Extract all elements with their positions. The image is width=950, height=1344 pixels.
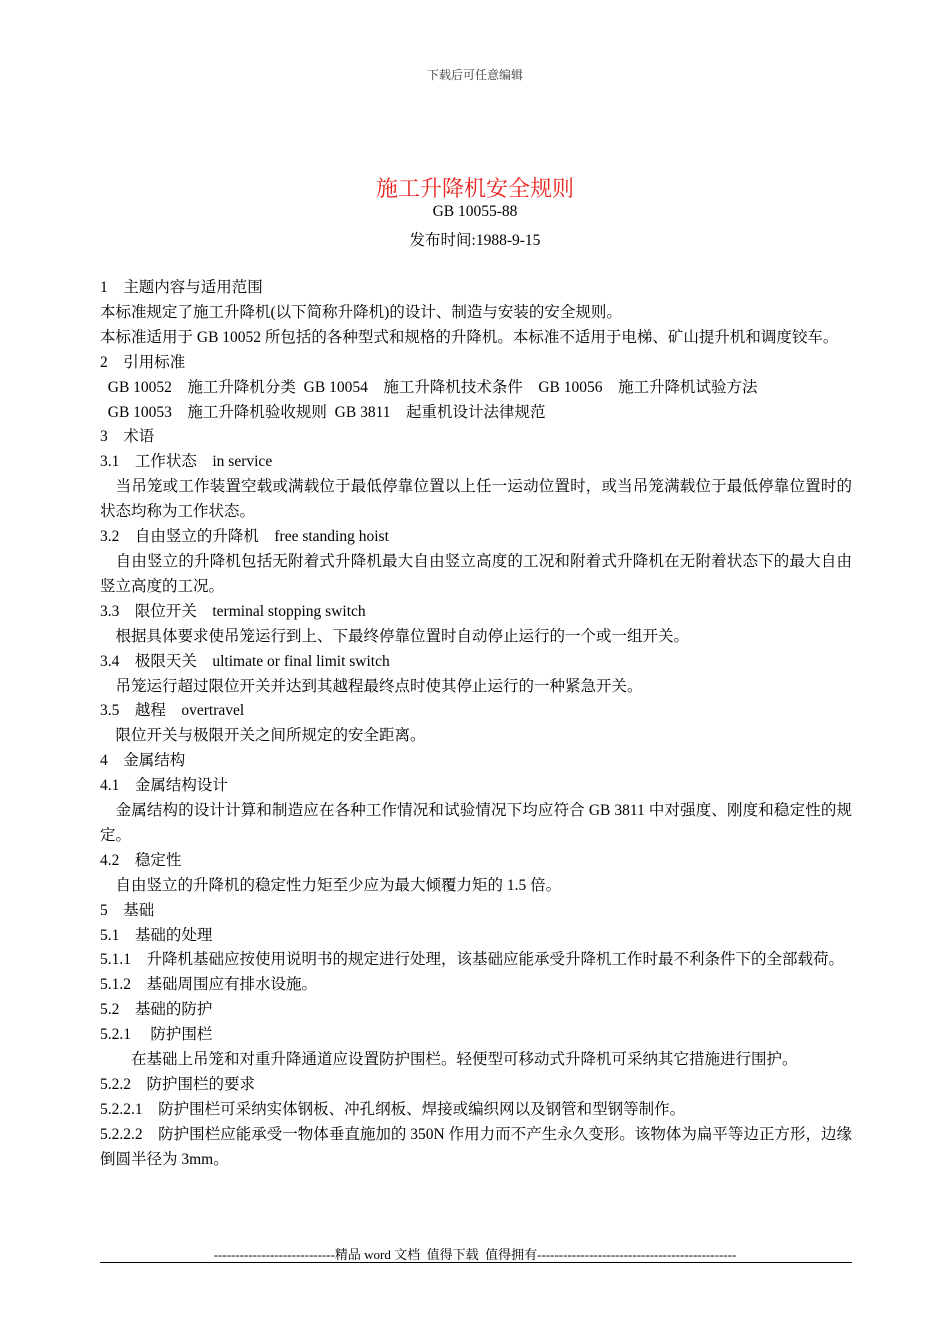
- section-heading: 2 引用标准: [100, 353, 186, 371]
- reference-line: GB 10053 施工升降机验收规则 GB 3811 起重机设计法律规范: [100, 403, 546, 421]
- section-heading: 1 主题内容与适用范围: [100, 279, 263, 296]
- subsection-heading: 3.5 越程 overtravel: [100, 702, 245, 720]
- document-body: [100, 276, 852, 1173]
- publish-date: 发布时间:1988-9-15: [409, 232, 541, 249]
- subsection-heading: 5.2 基础的防护: [100, 1001, 213, 1019]
- subsection-heading: 5.1 基础的处理: [100, 926, 213, 944]
- paragraph: 金属结构的设计计算和制造应在各种工作情况和试验情况下均应符合 GB 3811 中对强度、刚度和稳定性的规定。: [100, 802, 852, 844]
- paragraph: 本标准适用于 GB 10052 所包括的各种型式和规格的升降机。本标准不适用于电梯、矿山提升机和调度铰车。: [100, 328, 839, 346]
- standard-number: GB 10055-88: [432, 203, 518, 220]
- paragraph: 在基础上吊笼和对重升降通道应设置防护围栏。轻便型可移动式升降机可采纳其它措施进行围护。: [100, 1051, 798, 1069]
- subsection-heading: 3.3 限位开关 terminal stopping switch: [100, 602, 366, 620]
- footer-banner: ----------------------------精品 word 文档 值得下载 值得拥有----------------------------------------------: [213, 1247, 737, 1262]
- section-heading: 5 基础: [100, 901, 155, 919]
- reference-line: GB 10052 施工升降机分类 GB 10054 施工升降机技术条件 GB 10056 施工升降机试验方法: [100, 378, 758, 396]
- subsection-heading: 4.1 金属结构设计: [100, 777, 228, 795]
- paragraph: 本标准规定了施工升降机(以下简称升降机)的设计、制造与安装的安全规则。: [100, 303, 622, 321]
- paragraph: 5.2.2.1 防护围栏可采纳实体钢板、冲孔纲板、焊接或编织网以及钢管和型钢等制作。: [100, 1100, 686, 1118]
- section-heading: 4 金属结构: [100, 752, 186, 770]
- header-note: 下载后可任意编辑: [426, 68, 523, 82]
- subsection-heading: 3.4 极限天关 ultimate or final limit switch: [100, 652, 390, 670]
- document-title: 施工升降机安全规则: [375, 176, 574, 201]
- section-heading: 3 术语: [100, 428, 155, 446]
- paragraph: 根据具体要求使吊笼运行到上、下最终停靠位置时自动停止运行的一个或一组开关。: [100, 627, 690, 645]
- subsection-heading: 5.2.1 防护围栏: [100, 1026, 213, 1044]
- paragraph: 吊笼运行超过限位开关并达到其越程最终点时使其停止运行的一种紧急开关。: [100, 677, 643, 695]
- paragraph: 限位开关与极限开关之间所规定的安全距离。: [100, 727, 426, 745]
- paragraph: 5.1.2 基础周围应有排水设施。: [100, 976, 318, 994]
- subsection-heading: 4.2 稳定性: [100, 851, 182, 869]
- paragraph: 5.1.1 升降机基础应按使用说明书的规定进行处理，该基础应能承受升降机工作时最不利条件下的全部载荷。: [100, 951, 845, 969]
- footer-divider: [100, 1262, 852, 1263]
- paragraph: 自由竖立的升降机的稳定性力矩至少应为最大倾覆力矩的 1.5 倍。: [100, 876, 562, 894]
- paragraph: 当吊笼或工作装置空载或满载位于最低停靠位置以上任一运动位置时，或当吊笼满载位于最低停靠位置时的状态均称为工作状态。: [100, 478, 852, 521]
- subsection-heading: 3.1 工作状态 in service: [100, 453, 273, 471]
- paragraph: 自由竖立的升降机包括无附着式升降机最大自由竖立高度的工况和附着式升降机在无附着状态下的最大自由竖立高度的工况。: [100, 552, 852, 595]
- subsection-heading: 5.2.2 防护围栏的要求: [100, 1076, 256, 1093]
- subsection-heading: 3.2 自由竖立的升降机 free standing hoist: [100, 528, 389, 546]
- paragraph: 5.2.2.2 防护围栏应能承受一物体垂直施加的 350N 作用力而不产生永久变形。该物体为扁平等边正方形，边缘倒圆半径为 3mm。: [100, 1125, 852, 1168]
